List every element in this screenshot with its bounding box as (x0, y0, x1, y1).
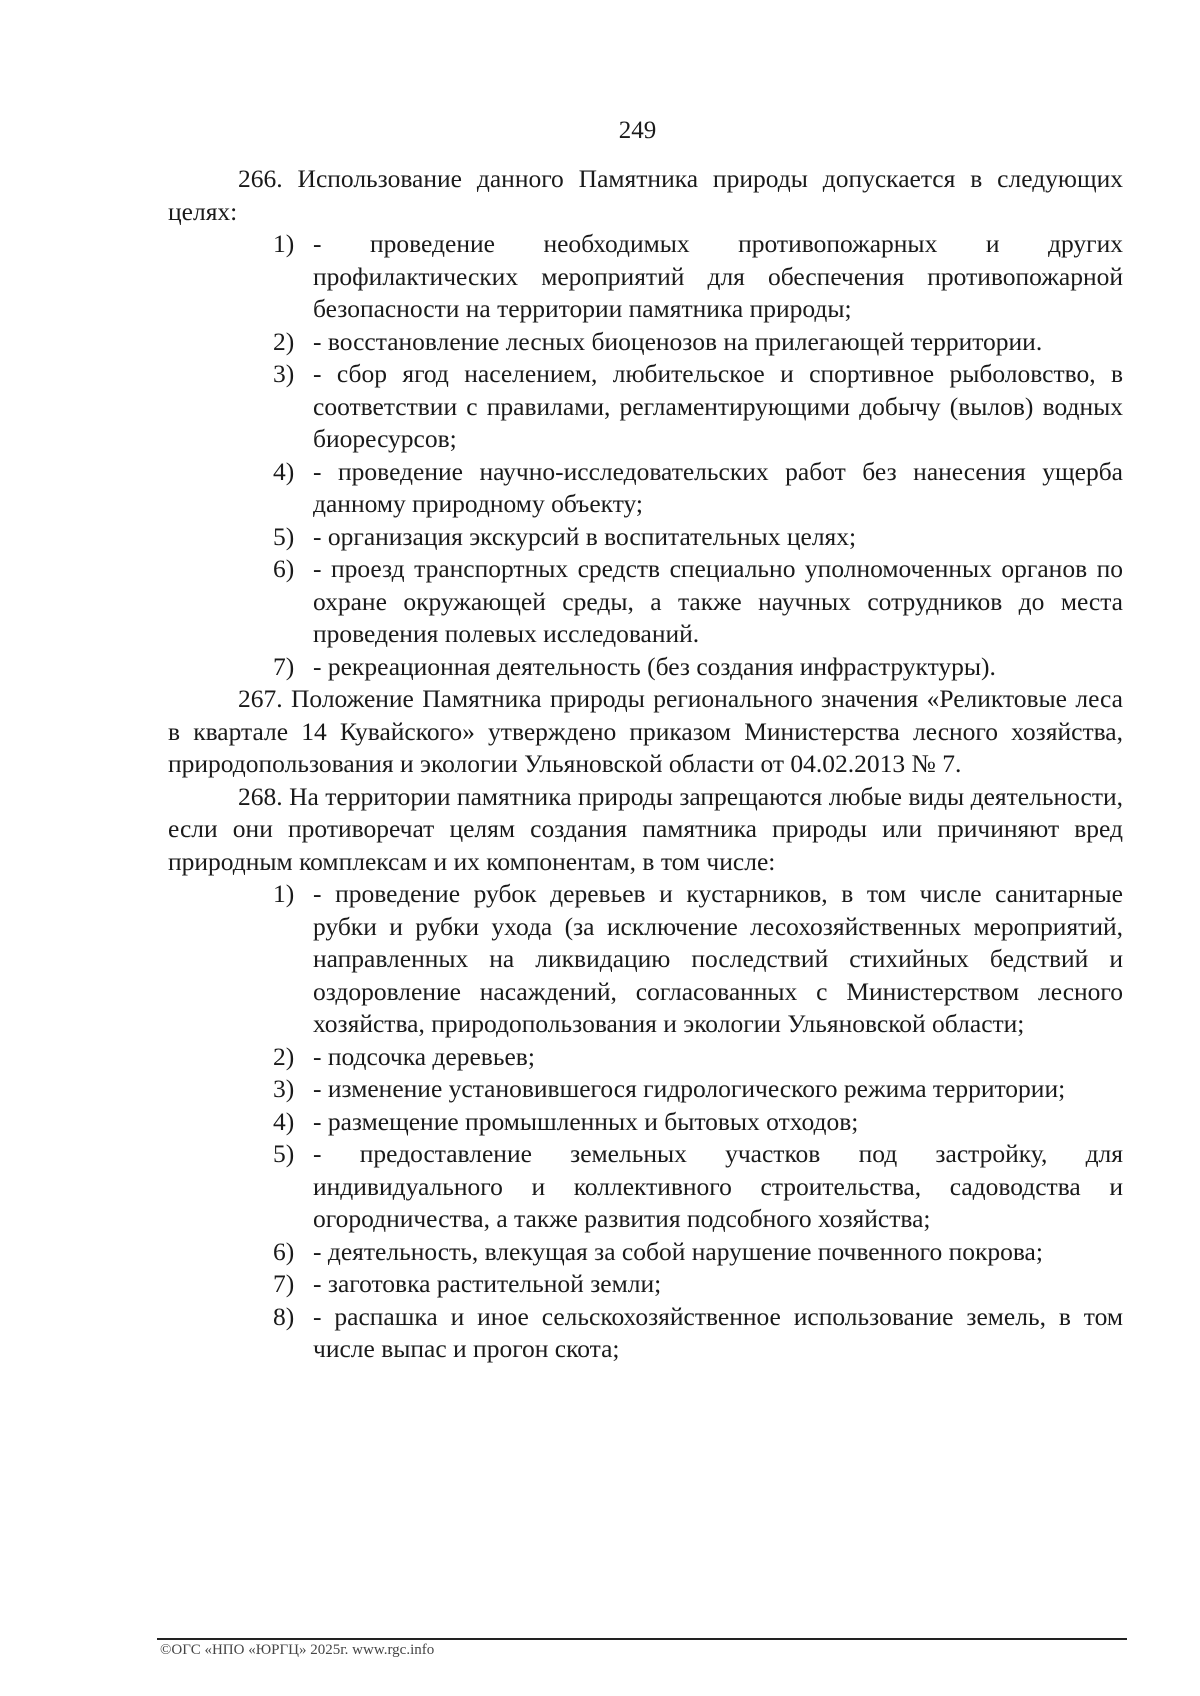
page-number: 249 (618, 117, 657, 144)
list-item-text: - рекреационная деятельность (без создания инфраструктуры). (313, 651, 996, 681)
list-item-number: 4) (273, 456, 295, 486)
list-item-text: - изменение установившегося гидрологического режима территории; (313, 1074, 1066, 1103)
list-item (168, 651, 1123, 684)
list-item-number: 1) (273, 229, 295, 258)
list-item (168, 1301, 1123, 1366)
list-item-text: - распашка и иное сельскохозяйственное использование земель, в том числе выпас и прогон скота; (313, 1301, 1123, 1363)
list-item-text: - организация экскурсий в воспитательных целях; (313, 521, 857, 551)
list-item (168, 1236, 1123, 1269)
list-item-text: - заготовка растительной земли; (313, 1269, 662, 1298)
section-267-paragraph: 267. Положение Памятника природы регионального значения «Реликтовые леса в квартале 14 Кувайского» утверждено приказом Министерства лесного хозяйства, природопользования и экологии Ульяновской области от 04.02.2013 № 7. (168, 684, 1123, 778)
list-item-number: 3) (273, 359, 295, 388)
list-item-text: - размещение промышленных и бытовых отходов; (313, 1106, 859, 1136)
list-item (168, 1041, 1123, 1074)
list-item (168, 326, 1123, 359)
list-item-text: - деятельность, влекущая за собой нарушение почвенного покрова; (313, 1236, 1043, 1266)
list-item (168, 456, 1123, 521)
list-item (168, 1106, 1123, 1139)
list-item-text: - предоставление земельных участков под застройку, для индивидуального и коллективного строительства, садоводства и огородничества, а также развития подсобного хозяйства; (313, 1139, 1123, 1233)
list-item-text: - проведение рубок деревьев и кустарников, в том числе санитарные рубки и рубки ухода (за исключение лесохозяйственных мероприятий, направленных на ликвидацию последствий стихийных бедствий и оздоровление насаждений, согласованных с Министерством лесного хозяйства, природопользования и экологии Ульяновской области; (313, 879, 1123, 1038)
list-item (168, 878, 1123, 1041)
section-268-intro: 268. На территории памятника природы запрещаются любые виды деятельности, если они противоречат целям создания памятника природы или причиняют вред природным комплексам и их компонентам, в том числе: (168, 781, 1123, 876)
list-item-number: 3) (273, 1074, 295, 1103)
list-item-text: - сбор ягод населением, любительское и спортивное рыболовство, в соответствии с правилами, регламентирующими добычу (вылов) водных биоресурсов; (313, 359, 1123, 453)
list-item-number: 2) (273, 326, 295, 356)
list-item (168, 1138, 1123, 1236)
list-item-number: 5) (273, 521, 295, 551)
list-item (168, 358, 1123, 456)
list-item-number: 1) (273, 879, 295, 908)
list-item (168, 228, 1123, 326)
footer-divider (157, 1638, 1127, 1640)
section-266-list (168, 228, 1123, 683)
list-item-text: - проезд транспортных средств специально уполномоченных органов по охране окружающей среды, а также научных сотрудников до места проведения полевых исследований. (313, 554, 1123, 648)
list-item-number: 7) (273, 1269, 295, 1298)
section-268-list (168, 878, 1123, 1366)
section-266-intro: 266. Использование данного Памятника природы допускается в следующих целях: (168, 164, 1123, 226)
list-item-number: 8) (273, 1301, 295, 1331)
list-item-text: - проведение научно-исследовательских работ без нанесения ущерба данному природному объекту; (313, 456, 1123, 518)
list-item-number: 5) (273, 1139, 295, 1168)
list-item (168, 1268, 1123, 1301)
list-item-number: 6) (273, 1236, 295, 1266)
list-item-number: 4) (273, 1106, 295, 1136)
list-item (168, 553, 1123, 651)
footer-copyright: ©ОГС «НПО «ЮРГЦ» 2025г. www.rgc.info (160, 1642, 435, 1658)
list-item (168, 521, 1123, 554)
list-item-text: - подсочка деревьев; (313, 1041, 535, 1071)
list-item-number: 6) (273, 554, 295, 583)
list-item (168, 1073, 1123, 1106)
list-item-number: 7) (273, 651, 295, 681)
document-body (168, 163, 1123, 1366)
list-item-number: 2) (273, 1041, 295, 1071)
list-item-text: - восстановление лесных биоценозов на прилегающей территории. (313, 326, 1043, 356)
list-item-text: - проведение необходимых противопожарных и других профилактических мероприятий для обеспечения противопожарной безопасности на территории памятника природы; (313, 229, 1123, 323)
